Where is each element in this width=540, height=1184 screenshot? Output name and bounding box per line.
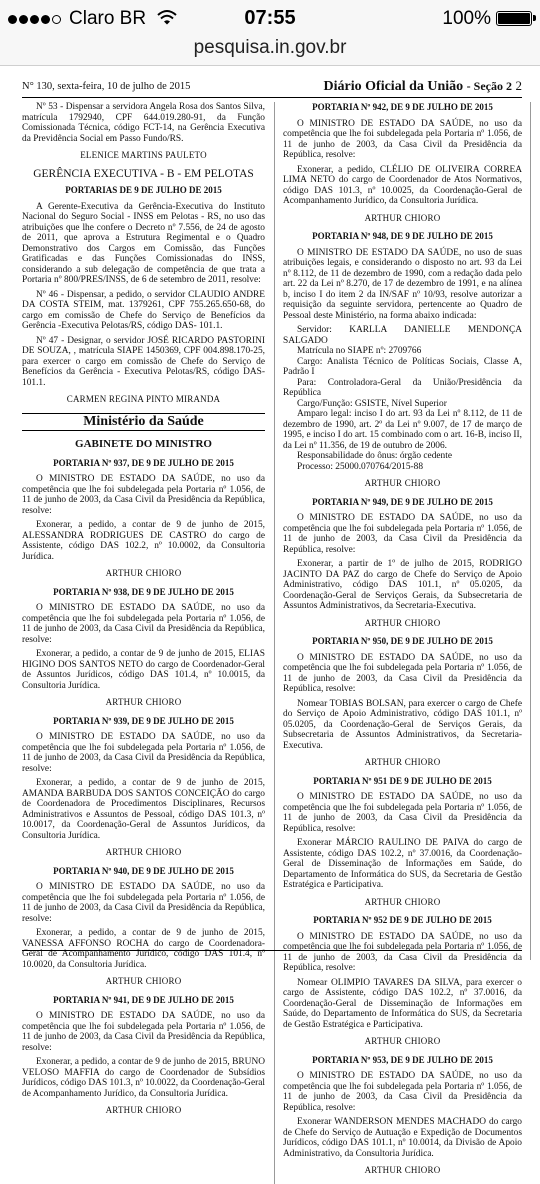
paragraph: O MINISTRO DE ESTADO DA SAÚDE, no uso da competência que lhe foi subdelegada pela Portaria nº 1.056, de 11 de junho de 2003, da Casa Civil da Presidência da República, resolve: <box>283 652 522 694</box>
paragraph: Exonerar, a partir de 1º de julho de 2015, RODRIGO JACINTO DA PAZ do cargo de Chefe do Serviço de Apoio Administrativo, código DAS 101.1, nº 05.0205, da Coordenação-Geral de Serviços Gerais, da Subsecretaria de Assuntos Administrativos, da Secretaria-Executiva. <box>283 559 522 611</box>
publication-title: Diário Oficial da União - Seção 2 2 <box>323 78 522 94</box>
paragraph: Servidor: KARLLA DANIELLE MENDONÇA SALGADO <box>283 325 522 346</box>
ministry-heading: Ministério da Saúde <box>22 413 265 432</box>
paragraph: O MINISTRO DE ESTADO DA SAÚDE, no uso da competência que lhe foi subdelegada pela Portaria nº 1.056, de 11 de junho de 2003, da Casa Civil da Presidência da República, resolve: <box>22 603 265 645</box>
left-column <box>22 102 265 1124</box>
signature: ARTHUR CHIORO <box>364 617 441 628</box>
carrier-label: Claro BR <box>69 8 147 30</box>
signature: ARTHUR CHIORO <box>364 478 441 488</box>
paragraph: O MINISTRO DE ESTADO DA SAÚDE, no uso da competência que lhe foi subdelegada pela Portaria nº 1.056, de 11 de junho de 2003, da Casa Civil da Presidência da República, resolve: <box>283 1071 522 1113</box>
paragraph: Cargo/Função: GSISTE, Nível Superior <box>297 398 447 409</box>
portaria-title: PORTARIA Nº 940, DE 9 DE JULHO DE 2015 <box>53 865 234 876</box>
portaria-title: PORTARIA Nº 937, DE 9 DE JULHO DE 2015 <box>53 457 234 468</box>
signature: ARTHUR CHIORO <box>364 896 441 907</box>
paragraph: Exonerar, a pedido, a contar de 9 de junho de 2015, ELIAS HIGINO DOS SANTOS NETO do cargo de Coordenador-Geral de Assuntos Jurídicos, código DAS 101.4, nº 10.0015, da Consultoria Jurídica. <box>22 649 265 691</box>
portaria-title: PORTARIA Nº 938, DE 9 DE JULHO DE 2015 <box>53 586 234 597</box>
paragraph: O MINISTRO DE ESTADO DA SAÚDE, no uso de suas atribuições legais, e considerando o disposto no art. 93 da Lei nº 8.112, de 11 de dezembro de 1990, com a redação dada pelo art. 22 da Lei nº 8.270, de 17 de dezembro de 1991, e na alínea b, inciso I do item 2 da IN/SAF nº 10/93, resolve autorizar a requisição da seguinte servidora, pertencente ao Quadro de Pessoal deste Ministério, na forma abaixo indicada: <box>283 247 522 321</box>
paragraph: Nomear TOBIAS BOLSAN, para exercer o cargo de Chefe do Serviço de Apoio Administrativo, código DAS 101.1, nº 05.0205, da Coordenação-Geral de Serviços Gerais, da Subsecretaria de Assuntos Administrativos, da Secretaria-Executiva. <box>283 698 522 751</box>
signature: ARTHUR CHIORO <box>105 847 182 857</box>
paragraph: O MINISTRO DE ESTADO DA SAÚDE, no uso da competência que lhe foi subdelegada pela Portaria nº 1.056, de 11 de junho de 2003, da Casa Civil da Presidência da República, resolve: <box>22 1011 265 1053</box>
battery <box>442 8 532 30</box>
paragraph: Nº 46 - Dispensar, a pedido, o servidor CLAUDIO ANDRE DA COSTA STEIM, mat. 1379261, CPF 755.265.650-68, do cargo em comissão de Chefe do Serviço de Benefícios da Gerência -Executiva Pelotas/RS, código DAS- 101.1. <box>22 289 265 331</box>
paragraph: O MINISTRO DE ESTADO DA SAÚDE, no uso da competência que lhe foi subdelegada pela Portaria nº 1.056, de 11 de junho de 2003, da Casa Civil da Presidência da República, resolve: <box>22 882 265 924</box>
signature: ARTHUR CHIORO <box>364 1036 441 1046</box>
portaria-title: PORTARIA Nº 942, DE 9 DE JULHO DE 2015 <box>312 102 493 112</box>
right-column <box>274 102 522 1184</box>
paragraph: O MINISTRO DE ESTADO DA SAÚDE, no uso da competência que lhe foi subdelegada pela Portaria nº 1.056, de 11 de junho de 2003, da Casa Civil da Presidência da República, resolve: <box>22 732 265 774</box>
paragraph: Responsabilidade do ônus: órgão cedente <box>297 451 452 461</box>
paragraph: A Gerente-Executiva da Gerência-Executiva do Instituto Nacional do Seguro Social - INSS em Pelotas - RS, no uso das atribuições que lhe confere o Decreto nº 7.556, de 24 de agosto de 2011, que aprova a Estrutura Regimental e o Quadro Demonstrativo dos Cargos em Comissão, das Funções Gratificadas e das Funções Comissionadas do INSS, considerando a sub delegação de competência de que trata a Portaria nº 800/PRES/INSS, de 6 de setembro de 2011, resolve: <box>22 201 265 285</box>
portaria-title: PORTARIA Nº 952 DE 9 DE JULHO DE 2015 <box>313 915 492 925</box>
signature: ELENICE MARTINS PAULETO <box>80 150 207 160</box>
signature: ARTHUR CHIORO <box>364 757 441 767</box>
paragraph: Exonerar, a pedido, a contar de 9 de junho de 2015, BRUNO VELOSO MAFFIA do cargo de Coordenador de Subsídios Jurídicos, código DAS 101.3, nº 10.0022, da Coordenação-Geral de Acompanhamento Jurídico, da Consultoria Jurídica. <box>22 1057 265 1099</box>
battery-level: 100% <box>442 8 491 29</box>
paragraph: Nomear OLIMPIO TAVARES DA SILVA, para exercer o cargo de Assistente, código DAS 102.2, nº 37.0016, da Coordenação-Geral de Disseminação de Informações em Saúde, do Departamento de Informática do SUS, da Secretaria de Gestão Estratégica e Participativa. <box>283 977 522 1030</box>
status-bar <box>0 0 540 36</box>
paragraph: Nº 53 - Dispensar a servidora Angela Rosa dos Santos Silva, matrícula 1792940, CPF 644.019.280-91, da Função Comissionada Técnica, código FCT-14, na Gerência Executiva da Previdência Social em Passo Fundo/RS. <box>22 102 265 144</box>
paragraph: O MINISTRO DE ESTADO DA SAÚDE, no uso da competência que lhe foi subdelegada pela Portaria nº 1.056, de 11 de junho de 2003, da Casa Civil da Presidência da República, resolve: <box>283 118 522 160</box>
address-bar[interactable]: pesquisa.in.gov.br <box>0 36 540 66</box>
section-heading: GERÊNCIA EXECUTIVA - B - EM PELOTAS <box>33 167 254 180</box>
portaria-title: PORTARIA Nº 951 DE 9 DE JULHO DE 2015 <box>313 775 492 786</box>
paragraph: Cargo: Analista Técnico de Políticas Sociais, Classe A, Padrão I <box>283 356 522 377</box>
paragraph: Exonerar, a pedido, a contar de 9 de junho de 2015, VANESSA AFFONSO ROCHA do cargo de Coordenadora-Geral de Acompanhamento Jurídico, código DAS 101.4, nº 10.0020, da Consultoria Jurídica. <box>22 928 265 970</box>
signature: ARTHUR CHIORO <box>105 697 182 707</box>
signature: ARTHUR CHIORO <box>105 976 182 986</box>
portaria-title: PORTARIA Nº 953, DE 9 DE JULHO DE 2015 <box>312 1054 493 1065</box>
signature: ARTHUR CHIORO <box>364 1165 441 1175</box>
paragraph: Exonerar WANDERSON MENDES MACHADO do cargo de Chefe do Serviço de Autuação e Expedição de Documentos Jurídicos, código DAS 101.1, nº 10.0014, da Divisão de Apoio Administrativo, da Consultoria Jurídica. <box>283 1117 522 1159</box>
paragraph: Exonerar, a pedido, CLÉLIO DE OLIVEIRA CORREA LIMA NETO do cargo de Coordenador de Atos Normativos, código DAS 101.3, nº 10.0025, da Coordenação-Geral de Acompanhamento Jurídico, da Consultoria Jurídica. <box>283 164 522 206</box>
paragraph: O MINISTRO DE ESTADO DA SAÚDE, no uso da competência que lhe foi subdelegada pela Portaria nº 1.056, de 11 de junho de 2003, da Casa Civil da Presidência da República, resolve: <box>283 792 522 834</box>
issue-info: N° 130, sexta-feira, 10 de julho de 2015 <box>22 81 191 92</box>
paragraph: O MINISTRO DE ESTADO DA SAÚDE, no uso da competência que lhe foi subdelegada pela Portaria nº 1.056, de 11 de junho de 2003, da Casa Civil da Presidência da República, resolve: <box>283 513 522 555</box>
battery-icon <box>496 11 532 26</box>
portaria-title: PORTARIA Nº 949, DE 9 DE JULHO DE 2015 <box>312 496 493 507</box>
page-header <box>22 78 522 98</box>
paragraph: Nº 47 - Designar, o servidor JOSÉ RICARDO PASTORINI DE SOUZA, , matrícula SIAPE 1450369, CPF 004.898.170-25, para exercer o cargo em comissão de Chefe do Serviço de Benefícios da Gerência - Executiva Pelotas/RS, código DAS- 101.1. <box>22 335 265 388</box>
portaria-title: PORTARIA Nº 948, DE 9 DE JULHO DE 2015 <box>312 231 493 241</box>
publication-name: Diário Oficial da União <box>323 79 464 94</box>
paragraph: Matrícula no SIAPE nº: 2709766 <box>297 346 422 356</box>
page-footer-rule <box>22 950 522 960</box>
portaria-title: PORTARIAS DE 9 DE JULHO DE 2015 <box>65 185 222 195</box>
paragraph: Exonerar, a pedido, a contar de 9 de junho de 2015, ALESSANDRA RODRIGUES DE CASTRO do cargo de Assistente, código DAS 102.2, nº 10.0002, da Consultoria Jurídica. <box>22 520 265 562</box>
portaria-title: PORTARIA Nº 950, DE 9 DE JULHO DE 2015 <box>312 636 493 646</box>
portaria-title: PORTARIA Nº 941, DE 9 DE JULHO DE 2015 <box>53 994 234 1005</box>
paragraph: Processo: 25000.070764/2015-88 <box>297 461 424 472</box>
column-divider <box>530 102 540 960</box>
paragraph: Para: Controladora-Geral da União/Presidência da República <box>283 377 522 398</box>
portaria-title: PORTARIA Nº 939, DE 9 DE JULHO DE 2015 <box>53 715 234 726</box>
signature: CARMEN REGINA PINTO MIRANDA <box>66 394 221 404</box>
paragraph: O MINISTRO DE ESTADO DA SAÚDE, no uso da competência que lhe foi subdelegada pela Portaria nº 1.056, de 11 de junho de 2003, da Casa Civil da Presidência da República, resolve: <box>22 474 265 516</box>
clock: 07:55 <box>244 7 296 29</box>
signature: ARTHUR CHIORO <box>364 212 441 223</box>
signature: ARTHUR CHIORO <box>105 1105 182 1115</box>
signature: ARTHUR CHIORO <box>105 568 182 578</box>
section-label: - Seção 2 <box>466 79 512 93</box>
paragraph: Amparo legal: inciso I do art. 93 da Lei nº 8.112, de 11 de dezembro de 1990, art. 2º da Lei nº 9.007, de 17 de março de 1995, e inciso I do art. 15 combinado com o art. 16-B, inciso II, da Lei nº 11.356, de 19 de outubro de 2006. <box>283 409 523 451</box>
document-page[interactable] <box>0 66 540 1175</box>
paragraph: O MINISTRO DE ESTADO DA SAÚDE, no uso da competência que lhe foi subdelegada pela Portaria nº 1.056, de 11 de junho de 2003, da Casa Civil da Presidência da República, resolve: <box>283 931 522 973</box>
cabinet-heading: GABINETE DO MINISTRO <box>75 438 212 450</box>
paragraph: Exonerar, a pedido, a contar de 9 de junho de 2015, AMANDA BARBUDA DOS SANTOS CONCEIÇÃO do cargo de Coordenadora de Procedimentos Disciplinares, Recursos Administrativos e Assuntos de Pessoal, código DAS 101.3, nº 10.0017, da Coordenação-Geral de Assuntos Jurídicos, da Consultoria Jurídica. <box>22 778 265 841</box>
paragraph: Exonerar MÁRCIO RAULINO DE PAIVA do cargo de Assistente, código DAS 102.2, nº 37.0016, da Coordenação-Geral de Disseminação de Informações em Saúde, do Departamento de Informática do SUS, da Secretaria de Gestão Estratégica e Participativa. <box>283 838 522 890</box>
